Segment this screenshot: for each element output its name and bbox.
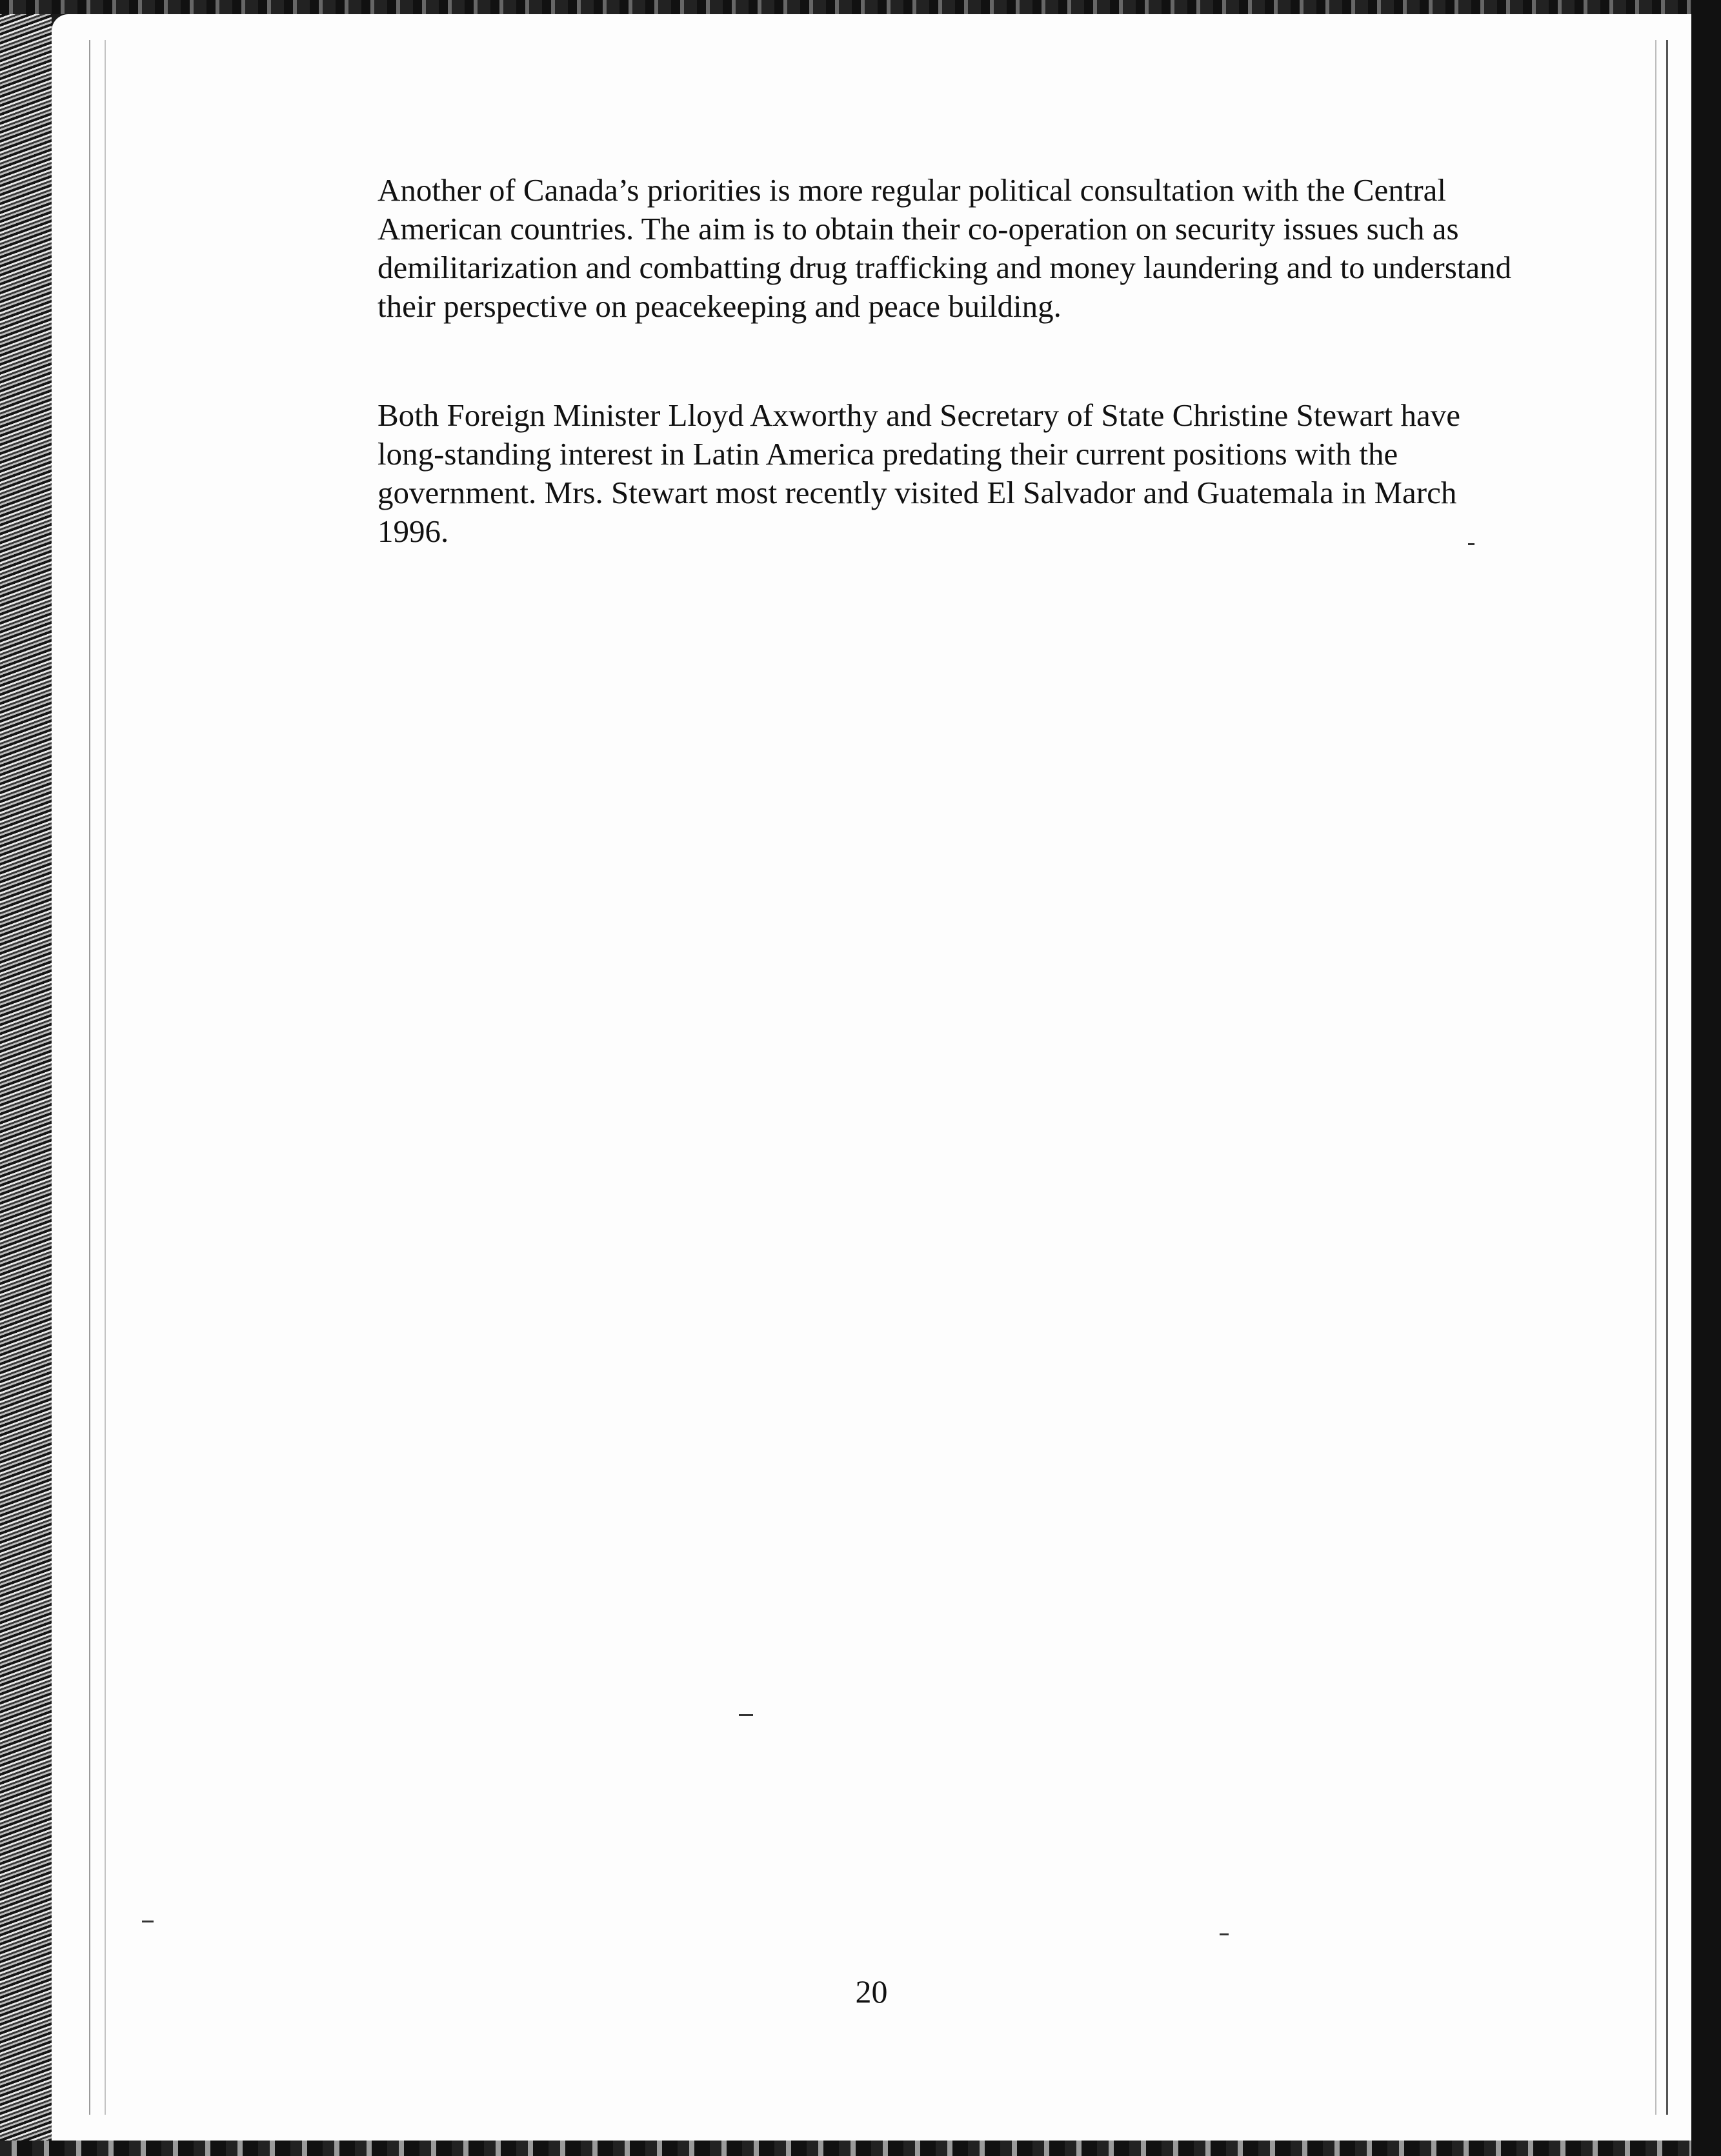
scan-edge-left <box>0 0 52 2156</box>
margin-line <box>89 40 90 2115</box>
page-number: 20 <box>855 1973 888 2010</box>
margin-line <box>105 40 106 2115</box>
margin-line <box>1655 40 1656 2115</box>
document-page <box>52 14 1691 2141</box>
paragraph-canada-priorities: Another of Canada’s priorities is more regular political consultation with the Central American countries. The aim is to obtain their co-operation on security issues such as demilitarization and combatting drug trafficking and money laundering and to understand their perspective on peacekeeping and peace building. <box>377 172 1512 324</box>
scan-speck <box>1468 543 1474 545</box>
scan-speck <box>142 1921 154 1922</box>
scan-edge-bottom <box>0 2141 1721 2156</box>
paragraph-ministers-interest: Both Foreign Minister Lloyd Axworthy and Secretary of State Christine Stewart have long-standing interest in Latin America predating their current positions with the government. Mrs. Stewart most recently visited El Salvador and Guatemala in March 1996. <box>377 397 1460 549</box>
scan-edge-top <box>0 0 1721 14</box>
scan-speck <box>739 1714 753 1716</box>
scan-speck <box>1220 1933 1229 1935</box>
margin-line <box>1666 40 1668 2115</box>
scan-edge-right <box>1691 0 1721 2156</box>
